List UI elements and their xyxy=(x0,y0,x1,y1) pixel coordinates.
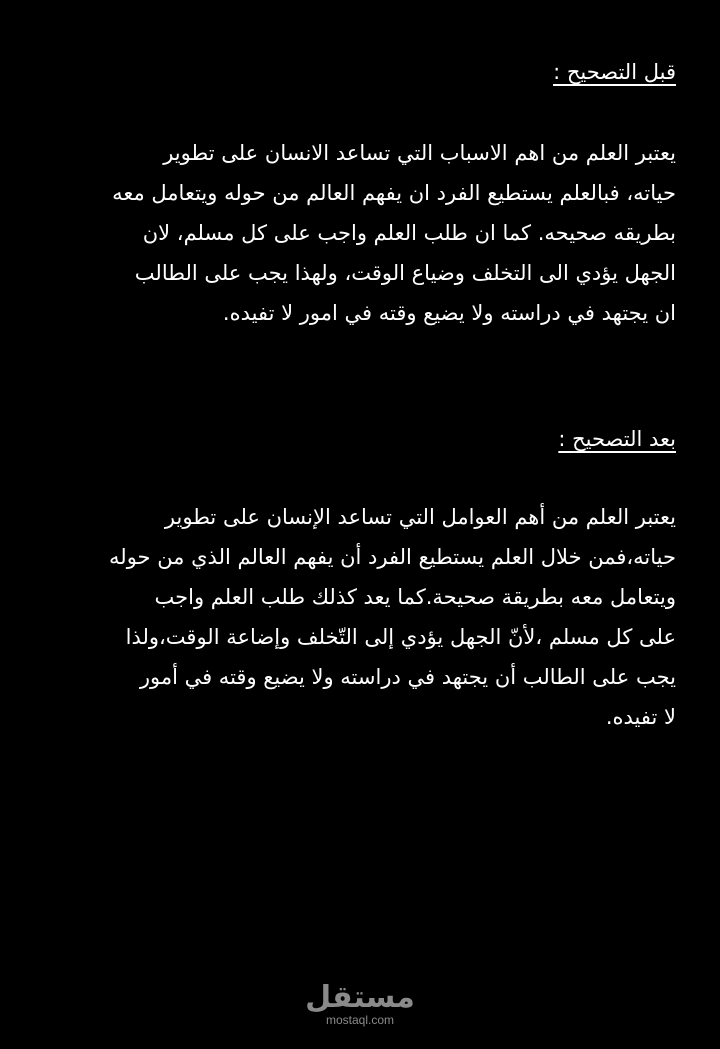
mostaql-logo: مستقل xyxy=(305,980,415,1015)
before-correction-paragraph xyxy=(46,133,676,333)
after-line-4: على كل مسلم ،لأنّ الجهل يؤدي إلى التّخلف وإضاعة الوقت،ولذا xyxy=(125,625,676,649)
after-line-2: حياته،فمن خلال العلم يستطيع الفرد أن يفهم العالم الذي من حوله xyxy=(109,545,676,569)
after-correction-heading: بعد التصحيح : xyxy=(558,427,676,451)
before-correction-heading-block xyxy=(46,58,676,86)
mostaql-watermark xyxy=(0,982,720,1026)
after-line-6: لا تفيده. xyxy=(605,705,676,729)
before-line-1: يعتبر العلم من اهم الاسباب التي تساعد الانسان على تطوير xyxy=(163,141,676,165)
after-line-3: ويتعامل معه بطريقة صحيحة.كما يعد كذلك طلب العلم واجب xyxy=(154,585,676,609)
before-correction-heading: قبل التصحيح : xyxy=(553,60,676,84)
after-paragraph-text xyxy=(46,497,676,737)
after-line-1: يعتبر العلم من أهم العوامل التي تساعد الإنسان على تطوير xyxy=(164,505,676,529)
mostaql-url: mostaql.com xyxy=(325,1013,395,1027)
after-correction-heading-block xyxy=(46,425,676,453)
before-line-4: الجهل يؤدي الى التخلف وضياع الوقت، ولهذا يجب على الطالب xyxy=(134,261,676,285)
after-line-5: يجب على الطالب أن يجتهد في دراسته ولا يضيع وقته في أمور xyxy=(139,665,676,689)
before-line-2: حياته، فبالعلم يستطيع الفرد ان يفهم العالم من حوله ويتعامل معه xyxy=(112,181,676,205)
before-paragraph-text xyxy=(46,133,676,333)
after-correction-paragraph xyxy=(46,497,676,737)
before-line-5: ان يجتهد في دراسته ولا يضيع وقته في امور لا تفيده. xyxy=(222,301,676,325)
before-line-3: بطريقه صحيحه. كما ان طلب العلم واجب على كل مسلم، لان xyxy=(142,221,676,245)
